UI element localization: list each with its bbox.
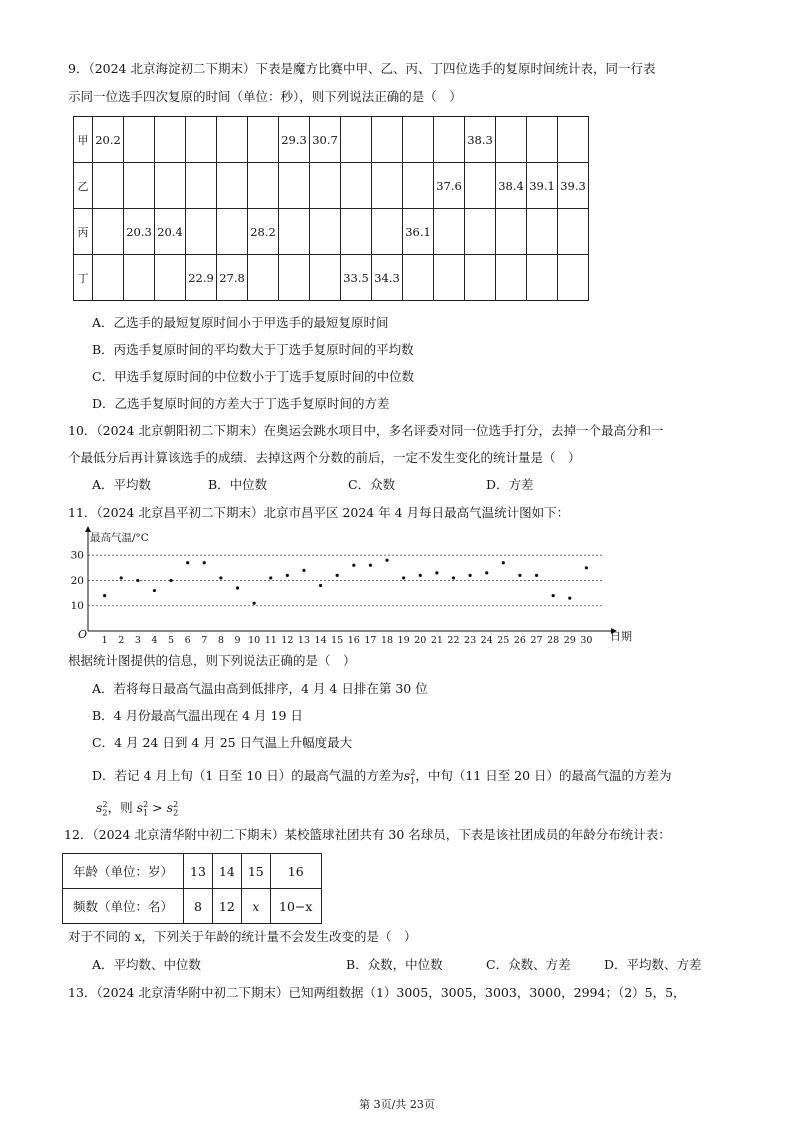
q9-cell: 22.9 xyxy=(186,255,217,301)
q9-cell xyxy=(93,209,124,255)
chart-point xyxy=(385,559,388,562)
q12-stem: 12．（2024 北京清华附中初二下期末）某校篮球社团共有 30 名球员，下表是该社团成员的年龄分布统计表： xyxy=(64,827,671,842)
chart-point xyxy=(286,574,289,577)
chart-point xyxy=(585,566,588,569)
q9-row xyxy=(74,209,589,255)
q9-cell xyxy=(186,209,217,255)
q9-cell xyxy=(434,255,465,301)
q9-row-label: 丁 xyxy=(74,255,93,301)
chart-x-tick-label: 16 xyxy=(347,635,360,646)
q9-option-d: D．乙选手复原时间的方差大于丁选手复原时间的方差 xyxy=(92,396,390,411)
q9-cell xyxy=(93,255,124,301)
q9-cell xyxy=(155,163,186,209)
freq-header: 频数（单位：名） xyxy=(63,889,184,924)
q9-cell xyxy=(496,117,527,163)
q10-option-a: A．平均数 xyxy=(92,477,152,492)
q9-cell xyxy=(341,209,372,255)
chart-origin-label: O xyxy=(78,628,88,641)
q9-cell xyxy=(217,163,248,209)
q10-stem-line2: 个最低分后再计算该选手的成绩．去掉这两个分数的前后，一定不发生变化的统计量是（ ） xyxy=(68,450,581,465)
q9-cell: 27.8 xyxy=(217,255,248,301)
chart-x-tick-label: 2 xyxy=(118,635,125,646)
age-14: 14 xyxy=(212,854,241,889)
q9-cell xyxy=(527,117,558,163)
chart-x-tick-label: 24 xyxy=(480,635,493,646)
q9-cell: 36.1 xyxy=(403,209,434,255)
q11-option-d-line2: $s_2^2$，则 $s_1^2 > s_2^2$ xyxy=(96,800,179,818)
q9-cell xyxy=(279,163,310,209)
q9-cell xyxy=(403,117,434,163)
chart-x-tick-label: 10 xyxy=(248,635,261,646)
chart-x-axis-label: 日期 xyxy=(610,630,632,643)
age-13: 13 xyxy=(184,854,213,889)
q12-option-a: A．平均数、中位数 xyxy=(92,957,202,972)
q10-stem-line1: 10．（2024 北京朝阳初二下期末）在奥运会跳水项目中，多名评委对同一位选手打分，去掉一个最高分和一 xyxy=(68,423,664,438)
chart-point xyxy=(468,574,471,577)
chart-y-tick-label: 20 xyxy=(70,574,84,587)
q12-age-table xyxy=(62,853,322,924)
q9-cell xyxy=(372,163,403,209)
age-15: 15 xyxy=(241,854,270,889)
page-footer: 第 3页/共 23页 xyxy=(359,1098,435,1111)
q9-cell xyxy=(186,163,217,209)
q9-cell xyxy=(217,209,248,255)
q9-cell xyxy=(558,255,589,301)
q9-cell xyxy=(310,163,341,209)
q9-option-c: C．甲选手复原时间的中位数小于丁选手复原时间的中位数 xyxy=(92,369,415,384)
q9-cell xyxy=(310,209,341,255)
chart-point xyxy=(169,579,172,582)
chart-x-tick-label: 7 xyxy=(201,635,208,646)
q11-after: 根据统计图提供的信息，则下列说法正确的是（ ） xyxy=(68,653,356,668)
q9-cell xyxy=(372,209,403,255)
chart-point xyxy=(319,584,322,587)
chart-x-tick-label: 14 xyxy=(314,635,327,646)
q9-cell xyxy=(124,117,155,163)
q9-cell xyxy=(217,117,248,163)
q12-freq-row xyxy=(63,889,322,924)
q9-cell: 30.7 xyxy=(310,117,341,163)
chart-x-tick-label: 11 xyxy=(264,635,277,646)
q11-option-d-part1: D．若记 4 月上旬（1 日至 10 日）的最高气温的方差为 xyxy=(92,768,404,784)
q9-cell xyxy=(465,209,496,255)
chart-x-tick-label: 30 xyxy=(580,635,593,646)
chart-point xyxy=(435,571,438,574)
q9-cell xyxy=(527,209,558,255)
q9-cell xyxy=(124,255,155,301)
chart-x-tick-label: 12 xyxy=(281,635,294,646)
q12-age-row xyxy=(63,854,322,889)
chart-x-tick-label: 9 xyxy=(234,635,241,646)
q9-row-label: 甲 xyxy=(74,117,93,163)
freq-13: 8 xyxy=(184,889,213,924)
age-16: 16 xyxy=(270,854,321,889)
q12-option-d: D．平均数、方差 xyxy=(604,957,702,972)
q11-option-d-part3: ，则 xyxy=(107,800,133,816)
chart-x-tick-label: 21 xyxy=(430,635,443,646)
chart-point xyxy=(153,589,156,592)
q9-cell xyxy=(124,163,155,209)
q9-cell xyxy=(248,117,279,163)
q9-time-table xyxy=(73,116,589,301)
chart-point xyxy=(269,576,272,579)
chart-point xyxy=(219,576,222,579)
chart-x-tick-label: 6 xyxy=(184,635,191,646)
q9-cell xyxy=(403,255,434,301)
q9-cell xyxy=(248,255,279,301)
q9-row xyxy=(74,117,589,163)
chart-x-tick-label: 3 xyxy=(134,635,141,646)
q9-row-label: 乙 xyxy=(74,163,93,209)
chart-point xyxy=(419,574,422,577)
q9-cell: 38.4 xyxy=(496,163,527,209)
q12-option-c: C．众数、方差 xyxy=(486,957,571,972)
chart-x-tick-label: 13 xyxy=(297,635,311,646)
freq-15: x xyxy=(241,889,270,924)
chart-x-tick-label: 20 xyxy=(414,635,427,646)
q9-stem-line1: 9．（2024 北京海淀初二下期末）下表是魔方比赛中甲、乙、丙、丁四位选手的复原时间统计表，同一行表 xyxy=(68,61,656,76)
q9-stem-line2: 示同一位选手四次复原的时间（单位：秒），则下列说法正确的是（ ） xyxy=(68,89,462,104)
q9-cell xyxy=(341,117,372,163)
q9-row-label: 丙 xyxy=(74,209,93,255)
chart-x-tick-label: 4 xyxy=(151,635,158,646)
q9-cell: 39.3 xyxy=(558,163,589,209)
chart-point xyxy=(136,579,139,582)
chart-point xyxy=(452,576,455,579)
chart-point xyxy=(369,564,372,567)
chart-x-tick-label: 25 xyxy=(497,635,510,646)
freq-14: 12 xyxy=(212,889,241,924)
q9-cell xyxy=(496,255,527,301)
q9-cell: 39.1 xyxy=(527,163,558,209)
chart-point xyxy=(203,561,206,564)
chart-x-tick-label: 22 xyxy=(447,635,460,646)
chart-point xyxy=(402,576,405,579)
chart-x-tick-label: 26 xyxy=(513,635,526,646)
q9-option-b: B．丙选手复原时间的平均数大于丁选手复原时间的平均数 xyxy=(92,342,414,357)
q9-cell xyxy=(341,163,372,209)
q10-option-d: D．方差 xyxy=(486,477,534,492)
q9-cell xyxy=(310,255,341,301)
q9-cell xyxy=(434,209,465,255)
q11-option-d-line1: D．若记 4 月上旬（1 日至 10 日）的最高气温的方差为$s_1^2$，中旬（11 日至 20 日）的最高气温的方差为 xyxy=(92,768,672,786)
chart-x-tick-label: 1 xyxy=(101,635,108,646)
chart-point xyxy=(120,576,123,579)
q9-cell xyxy=(155,117,186,163)
q9-cell xyxy=(434,117,465,163)
chart-point xyxy=(568,597,571,600)
q9-cell xyxy=(279,209,310,255)
chart-x-tick-label: 27 xyxy=(530,635,543,646)
q11-option-a: A．若将每日最高气温由高到低排序，4 月 4 日排在第 30 位 xyxy=(92,681,428,696)
chart-y-tick-label: 10 xyxy=(70,600,84,613)
q9-cell xyxy=(372,117,403,163)
chart-point xyxy=(502,561,505,564)
chart-point xyxy=(485,571,488,574)
q9-cell xyxy=(465,255,496,301)
q9-cell xyxy=(186,117,217,163)
q9-cell xyxy=(248,163,279,209)
q9-cell: 28.2 xyxy=(248,209,279,255)
q11-option-d-part2: ，中旬（11 日至 20 日）的最高气温的方差为 xyxy=(415,768,672,784)
q13-stem: 13．（2024 北京清华附中初二下期末）已知两组数据（1）3005，3005，3003，3000，2994；（2）5，5， xyxy=(68,985,686,1000)
q9-row xyxy=(74,163,589,209)
q9-row xyxy=(74,255,589,301)
chart-y-tick-label: 30 xyxy=(70,549,84,562)
chart-point xyxy=(253,602,256,605)
q9-cell xyxy=(155,255,186,301)
q9-cell xyxy=(527,255,558,301)
q9-cell xyxy=(558,117,589,163)
q10-option-b: B．中位数 xyxy=(208,477,268,492)
chart-point xyxy=(535,574,538,577)
chart-point xyxy=(302,569,305,572)
chart-point xyxy=(186,561,189,564)
chart-x-tick-label: 29 xyxy=(563,635,576,646)
age-header: 年龄（单位：岁） xyxy=(63,854,184,889)
q9-cell xyxy=(403,163,434,209)
q11-option-c: C．4 月 24 日到 4 月 25 日气温上升幅度最大 xyxy=(92,735,353,750)
q12-option-b: B．众数，中位数 xyxy=(346,957,443,972)
chart-x-tick-label: 15 xyxy=(331,635,344,646)
q9-cell xyxy=(279,255,310,301)
q9-cell: 34.3 xyxy=(372,255,403,301)
q9-option-a: A．乙选手的最短复原时间小于甲选手的最短复原时间 xyxy=(92,315,389,330)
q9-cell xyxy=(465,163,496,209)
chart-point xyxy=(103,594,106,597)
q9-cell: 20.4 xyxy=(155,209,186,255)
q11-stem: 11．（2024 北京昌平初二下期末）北京市昌平区 2024 年 4 月每日最高气温统计图如下： xyxy=(68,505,570,520)
chart-y-axis-label: 最高气温/°C xyxy=(90,532,149,544)
chart-x-tick-label: 18 xyxy=(380,635,394,646)
q11-option-b: B．4 月份最高气温出现在 4 月 19 日 xyxy=(92,708,303,723)
chart-x-tick-label: 23 xyxy=(464,635,477,646)
chart-x-tick-label: 28 xyxy=(547,635,560,646)
chart-point xyxy=(336,574,339,577)
q9-cell: 20.3 xyxy=(124,209,155,255)
q9-cell: 20.2 xyxy=(93,117,124,163)
q9-cell: 29.3 xyxy=(279,117,310,163)
q9-cell: 38.3 xyxy=(465,117,496,163)
freq-16: 10−x xyxy=(270,889,321,924)
chart-x-tick-label: 19 xyxy=(397,635,410,646)
q9-cell: 37.6 xyxy=(434,163,465,209)
chart-point xyxy=(352,564,355,567)
q9-cell xyxy=(496,209,527,255)
chart-point xyxy=(518,574,521,577)
chart-point xyxy=(552,594,555,597)
chart-point xyxy=(236,586,239,589)
q9-cell: 33.5 xyxy=(341,255,372,301)
q12-after: 对于不同的 x，下列关于年龄的统计量不会发生改变的是（ ） xyxy=(68,929,417,944)
q9-cell xyxy=(558,209,589,255)
chart-x-tick-label: 17 xyxy=(364,635,377,646)
temperature-chart xyxy=(68,526,632,648)
q9-cell xyxy=(93,163,124,209)
chart-x-tick-label: 5 xyxy=(168,635,175,646)
q10-option-c: C．众数 xyxy=(348,477,396,492)
chart-x-tick-label: 8 xyxy=(217,635,224,646)
